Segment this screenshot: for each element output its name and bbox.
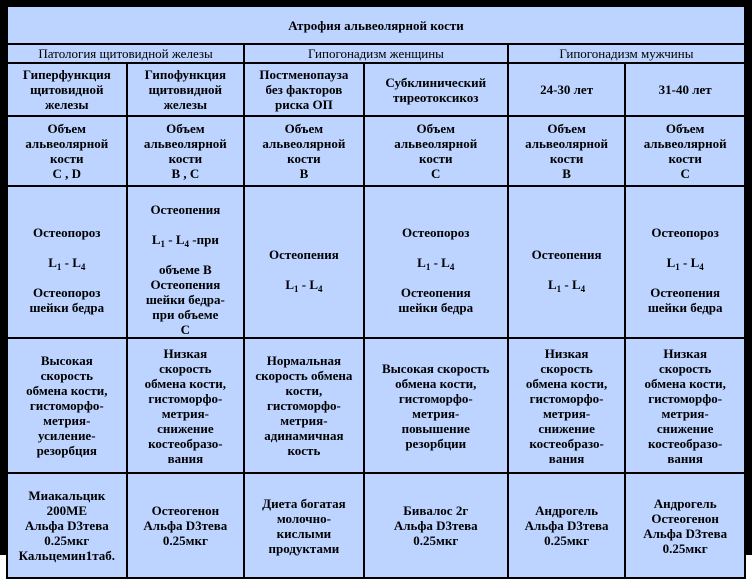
- volume-cell-hyperthyroid: Объем альвеолярной кости C , D: [8, 117, 126, 185]
- treatment-cell-postmenopause: Диета богатая молочно- кислыми продуктами: [245, 474, 363, 577]
- density-femoral-neck: Остеопения шейки бедра: [398, 284, 474, 315]
- density-cell-subclinical: [365, 187, 507, 337]
- group-hypogonadism-women-header: Гипогонадизм женщины: [245, 45, 507, 62]
- column-header-hyperthyroid: Гиперфункция щитовидной железы: [8, 64, 126, 115]
- density-cell-hyperthyroid: [8, 187, 126, 337]
- density-diagnosis: Остеопороз: [33, 224, 101, 240]
- metabolism-cell-subclinical: Высокая скорость обмена кости, гистоморфо- метрия- повышение резорбции: [365, 339, 507, 472]
- density-cell-hypothyroid: [128, 187, 244, 337]
- treatment-cell-hyperthyroid: Миакальцик 200МЕ Альфа D3тева 0.25мкг Кальцемин1таб.: [8, 474, 126, 577]
- volume-cell-subclinical: Объем альвеолярной кости C: [365, 117, 507, 185]
- metabolism-cell-postmenopause: Нормальная скорость обмена кости, гистоморфо- метрия- адинамичная кость: [245, 339, 363, 472]
- treatment-cell-subclinical: Бивалос 2г Альфа D3тева 0.25мкг: [365, 474, 507, 577]
- group-thyroid-header: Патология щитовидной железы: [8, 45, 243, 62]
- volume-cell-age-31-40: Объем альвеолярной кости C: [626, 117, 744, 185]
- table-title: Атрофия альвеолярной кости: [8, 7, 744, 43]
- volume-cell-age-24-30: Объем альвеолярной кости B: [509, 117, 625, 185]
- volume-cell-postmenopause: Объем альвеолярной кости B: [245, 117, 363, 185]
- lumbar-vertebrae-label: $L_1 - L_4$: [285, 277, 323, 294]
- lumbar-vertebrae-label: $L_1 - L_4$ -при: [151, 232, 219, 249]
- volume-cell-hypothyroid: Объем альвеолярной кости B , C: [128, 117, 244, 185]
- column-header-postmenopause: Постменопауза без факторов риска ОП: [245, 64, 363, 115]
- treatment-cell-hypothyroid: Остеогенон Альфа D3тева 0.25мкг: [128, 474, 244, 577]
- density-cell-postmenopause: [245, 187, 363, 337]
- density-femoral-neck: Остеопороз шейки бедра: [29, 284, 105, 315]
- density-cell-age-24-30: [509, 187, 625, 337]
- treatment-cell-age-24-30: Андрогель Альфа D3тева 0.25мкг: [509, 474, 625, 577]
- metabolism-cell-hyperthyroid: Высокая скорость обмена кости, гистоморфо- метрия- усиление- резорбция: [8, 339, 126, 472]
- treatment-cell-age-31-40: Андрогель Остеогенон Альфа D3тева 0.25мкг: [626, 474, 744, 577]
- lumbar-vertebrae-label: $L_1 - L_4$: [547, 277, 586, 294]
- density-diagnosis: Остеопения: [531, 247, 602, 262]
- density-cell-age-31-40: [626, 187, 744, 337]
- bone-atrophy-table: [6, 5, 746, 579]
- metabolism-cell-hypothyroid: Низкая скорость обмена кости, гистоморфо- метрия- снижение костеобразо- вания: [128, 339, 244, 472]
- density-diagnosis: Остеопороз: [651, 224, 719, 240]
- metabolism-cell-age-31-40: Низкая скорость обмена кости, гистоморфо- метрия- снижение костеобразо- вания: [626, 339, 744, 472]
- density-femoral-neck: Остеопения шейки бедра: [647, 284, 723, 315]
- column-header-hypothyroid: Гипофункция щитовидной железы: [128, 64, 244, 115]
- density-diagnosis: Остеопения: [150, 202, 221, 217]
- lumbar-vertebrae-label: $L_1 - L_4$: [417, 254, 455, 272]
- lumbar-vertebrae-label: $L_1 - L_4$: [48, 254, 86, 272]
- column-header-subclinical-thyrotoxicosis: Субклинический тиреотоксикоз: [365, 64, 507, 115]
- group-hypogonadism-men-header: Гипогонадизм мужчины: [509, 45, 744, 62]
- density-diagnosis: Остеопения: [268, 247, 339, 262]
- metabolism-cell-age-24-30: Низкая скорость обмена кости, гистоморфо- метрия- снижение костеобразо- вания: [509, 339, 625, 472]
- density-femoral-neck: объеме B Остеопения шейки бедра- при объеме C: [145, 262, 225, 337]
- column-header-age-24-30: 24-30 лет: [509, 64, 625, 115]
- lumbar-vertebrae-label: $L_1 - L_4$: [666, 254, 704, 272]
- density-diagnosis: Остеопороз: [402, 224, 470, 240]
- column-header-age-31-40: 31-40 лет: [626, 64, 744, 115]
